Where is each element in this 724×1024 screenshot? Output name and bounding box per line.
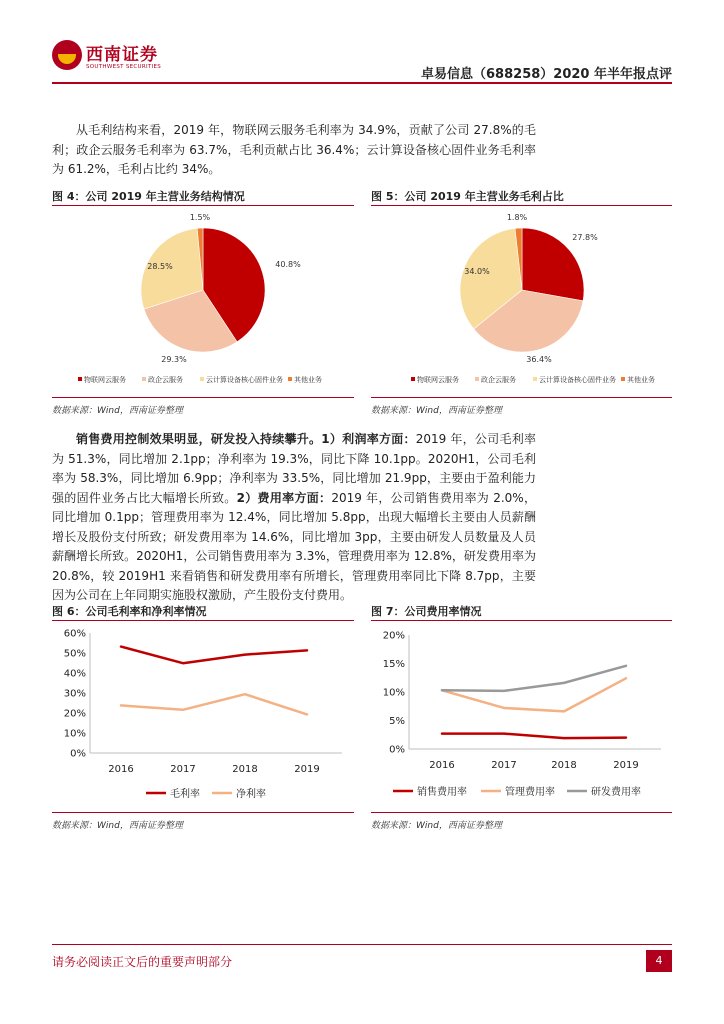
fig4-legend-label-1: 政企云服务 (148, 376, 183, 384)
fig4-legend-label-3: 其他业务 (294, 376, 322, 384)
fig5-legend-swatch-0 (411, 377, 415, 381)
fig7-legend-label-2: 研发费用率 (591, 787, 641, 798)
paragraph-gross-margin-structure: 从毛利结构来看，2019 年，物联网云服务毛利率为 34.9%，贡献了公司 27.8%的毛利；政企云服务毛利率为 63.7%，毛利贡献占比 36.4%；云计算设备核心固件业务毛利率为 61.2%，毛利占比约 34%。 (52, 123, 536, 176)
fig7-legend-label-0: 销售费用率 (417, 787, 467, 798)
fig6-ytick-2: 20% (63, 708, 86, 720)
fig6-ytick-0: 0% (70, 748, 86, 760)
footer-divider (52, 944, 672, 945)
paragraph-expense-lead: 2）费用率方面： (236, 490, 332, 505)
fig7-source: 数据来源：Wind，西南证券整理 (371, 821, 502, 831)
fig6-xtick-3: 2019 (294, 764, 320, 775)
footer-disclaimer: 请务必阅读正文后的重要声明部分 (52, 955, 233, 969)
paragraph-profit-text: 2019 年，公司毛利率为 51.3%，同比增加 2.1pp；净利率为 19.3%，同比下降 10.1pp。2020H1，公司毛利率为 58.3%，同比增加 6.9pp；净利率为 33.5%，同比增加 21.9pp，主要由于盈利能力强的固件业务占比大幅增长所致。 (52, 432, 536, 505)
fig4-title: 图 4：公司 2019 年主营业务结构情况 (52, 190, 245, 203)
fig4-source: 数据来源：Wind，西南证券整理 (52, 406, 183, 416)
paragraph-profit-lead: 1）利润率方面： (321, 432, 416, 446)
fig5-label-1: 36.4% (526, 355, 552, 364)
fig5-bottom-rule (371, 397, 672, 398)
paragraph-bold-lead: 销售费用控制效果明显，研发投入持续攀升。 (76, 432, 322, 446)
fig6-series-0-line (121, 647, 307, 664)
page-number: 4 (646, 950, 672, 972)
fig6-xtick-0: 2016 (108, 764, 134, 775)
fig6-ytick-1: 10% (63, 728, 86, 740)
fig7-xtick-0: 2016 (429, 760, 455, 771)
fig6-ytick-4: 40% (63, 668, 86, 680)
fig4-legend-label-0: 物联网云服务 (84, 376, 126, 384)
fig6-bottom-rule (52, 812, 354, 813)
fig6-title: 图 6：公司毛利率和净利率情况 (52, 605, 207, 618)
fig7-series-0-line (442, 734, 626, 739)
fig4-pie-chart (52, 206, 354, 396)
fig4-label-1: 29.3% (161, 355, 187, 364)
fig7-series-1-line (442, 678, 626, 711)
fig5-label-0: 27.8% (572, 233, 598, 242)
logo-subtext: SOUTHWEST SECURITIES (86, 64, 162, 70)
fig6-xtick-2: 2018 (232, 764, 258, 775)
fig7-ytick-0: 0% (389, 744, 405, 756)
fig7-bottom-rule (371, 812, 672, 813)
fig5-label-2: 34.0% (464, 267, 490, 276)
fig5-pie-chart (371, 206, 672, 396)
fig7-ytick-4: 20% (382, 630, 405, 642)
paragraph-expense-text: 2019 年，公司销售费用率为 2.0%，同比增加 0.1pp；管理费用率为 12.4%，同比增加 5.8pp，出现大幅增长主要由人员薪酬增长及股份支付所致；研发费用率为 14.6%，同比增加 3pp，主要由研发人员数量及人员薪酬增长所致。2020H1，公司销售费用率为 3.3%，管理费用率为 12.8%，研发费用率为 20.8%，较 2019H1 来看销售和研发费用率有所增长，管理费用率同比下降 8.7pp，主要因为公司在上年同期实施股权激励，产生股份支付费用。 (52, 490, 536, 602)
fig4-legend-label-2: 云计算设备核心固件业务 (206, 376, 283, 384)
fig5-legend-label-2: 云计算设备核心固件业务 (539, 376, 616, 384)
fig7-ytick-2: 10% (382, 687, 405, 699)
fig4-legend-swatch-0 (78, 377, 82, 381)
fig7-ytick-3: 15% (382, 659, 405, 670)
company-logo-icon (52, 40, 82, 70)
fig4-bottom-rule (52, 397, 354, 398)
fig5-legend-label-0: 物联网云服务 (417, 376, 459, 384)
fig7-line-chart (371, 621, 672, 811)
fig5-source: 数据来源：Wind，西南证券整理 (371, 406, 502, 416)
fig5-legend-swatch-2 (533, 377, 537, 381)
fig6-source: 数据来源：Wind，西南证券整理 (52, 821, 183, 831)
fig5-label-3: 1.8% (506, 213, 528, 222)
fig4-label-3: 1.5% (189, 213, 211, 222)
fig5-legend-swatch-1 (475, 377, 479, 381)
fig6-xtick-1: 2017 (170, 764, 196, 775)
fig4-legend-swatch-3 (288, 377, 292, 381)
fig5-legend-label-1: 政企云服务 (481, 376, 516, 384)
paragraph-cost-control (52, 430, 536, 606)
fig6-legend-label-0: 毛利率 (170, 789, 200, 800)
fig7-series-2-line (442, 666, 626, 691)
fig4-legend-swatch-2 (200, 377, 204, 381)
fig7-legend-label-1: 管理费用率 (505, 787, 555, 798)
fig6-ytick-6: 60% (63, 628, 86, 640)
fig6-ytick-3: 30% (63, 688, 86, 700)
fig6-line-chart (52, 621, 354, 811)
fig7-xtick-2: 2018 (551, 760, 577, 771)
report-title: 卓易信息（688258）2020 年半年报点评 (421, 67, 672, 82)
fig6-legend-label-1: 净利率 (236, 789, 266, 800)
fig6-series-1-line (121, 694, 307, 714)
fig4-legend-swatch-1 (142, 377, 146, 381)
logo-text: 西南证券 (86, 45, 158, 65)
header-divider (52, 82, 672, 84)
fig7-title: 图 7：公司费用率情况 (371, 605, 482, 618)
fig5-legend-swatch-3 (621, 377, 625, 381)
fig4-label-2: 28.5% (147, 262, 173, 271)
fig6-ytick-5: 50% (63, 648, 86, 660)
fig4-label-0: 40.8% (275, 260, 301, 269)
fig7-ytick-1: 5% (389, 716, 405, 727)
fig5-legend-label-3: 其他业务 (627, 376, 655, 384)
fig5-title: 图 5：公司 2019 年主营业务毛利占比 (371, 190, 564, 203)
fig7-xtick-1: 2017 (491, 760, 517, 771)
fig7-xtick-3: 2019 (613, 760, 639, 771)
